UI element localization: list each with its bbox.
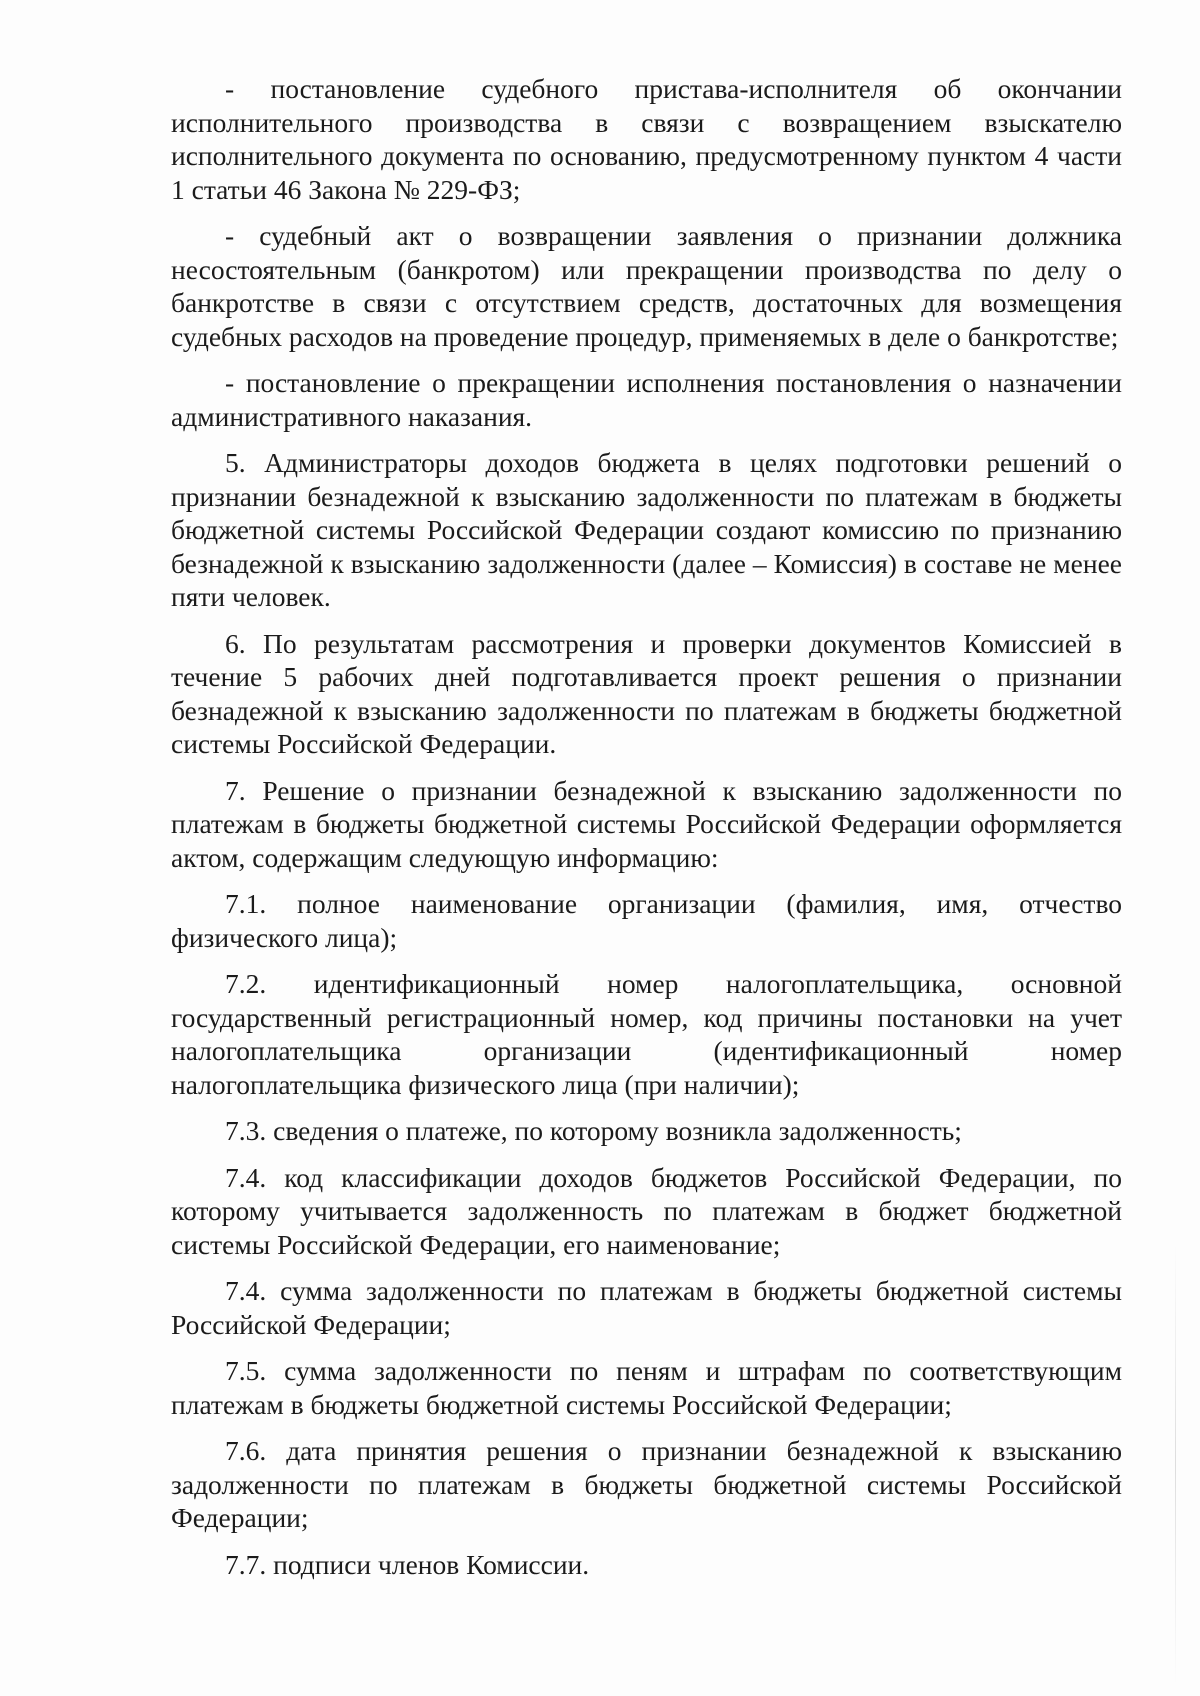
scan-edge-line (1175, 1245, 1176, 1685)
paragraph-item-7-7: 7.7. подписи членов Комиссии. (225, 1548, 590, 1580)
paragraph-item-6: 6. По результатам рассмотрения и проверки документов Комиссией в течение 5 рабочих дней подготавливается проект решения о признании безнадежной к взысканию задолженности по платежам в бюджеты бюджетной системы Российской Федерации. (171, 627, 1122, 759)
paragraph-bankruptcy-court-act: - судебный акт о возвращении заявления о признании должника несостоятельным (банкротом) или прекращении производства по делу о банкротстве в связи с отсутствием средств, достаточных для возмещения судебных расходов на проведение процедур, применяемых в деле о банкротстве; (171, 220, 1122, 352)
paragraph-item-7-3: 7.3. сведения о платеже, по которому возникла задолженность; (225, 1115, 962, 1146)
paragraph-item-7: 7. Решение о признании безнадежной к взысканию задолженности по платежам в бюджеты бюджетной системы Российской Федерации оформляется актом, содержащим следующую информацию: (171, 774, 1122, 873)
paragraph-item-5: 5. Администраторы доходов бюджета в целях подготовки решений о признании безнадежной к взысканию задолженности по платежам в бюджеты бюджетной системы Российской Федерации создают комиссию по признанию безнадежной к взысканию задолженности (далее – Комиссия) в составе не менее пяти человек. (171, 447, 1122, 612)
paragraph-bailiff-decision: - постановление судебного пристава-исполнителя об окончании исполнительного производства в связи с возвращением взыскателю исполнительного документа по основанию, предусмотренному пунктом 4 части 1 статьи 46 Закона № 229-ФЗ; (171, 73, 1122, 205)
paragraph-item-7-4-code: 7.4. код классификации доходов бюджетов Российской Федерации, по которому учитывается задолженность по платежам в бюджет бюджетной системы Российской Федерации, его наименование; (171, 1161, 1122, 1260)
paragraph-item-7-5: 7.5. сумма задолженности по пеням и штрафам по соответствующим платежам в бюджеты бюджетной системы Российской Федерации; (171, 1355, 1122, 1420)
paragraph-item-7-2: 7.2. идентификационный номер налогоплательщика, основной государственный регистрационный номер, код причины постановки на учет налогоплательщика организации (идентификационный номер налогоплательщика физического лица (при наличии); (171, 968, 1122, 1100)
document-body (171, 72, 1122, 1594)
paragraph-termination-decision: - постановление о прекращении исполнения постановления о назначении административного наказания. (171, 367, 1122, 432)
paragraph-item-7-1: 7.1. полное наименование организации (фамилия, имя, отчество физического лица); (171, 888, 1122, 953)
paragraph-item-7-6: 7.6. дата принятия решения о признании безнадежной к взысканию задолженности по платежам в бюджеты бюджетной системы Российской Федерации; (171, 1435, 1122, 1533)
paragraph-item-7-4-sum: 7.4. сумма задолженности по платежам в бюджеты бюджетной системы Российской Федерации; (171, 1275, 1122, 1340)
